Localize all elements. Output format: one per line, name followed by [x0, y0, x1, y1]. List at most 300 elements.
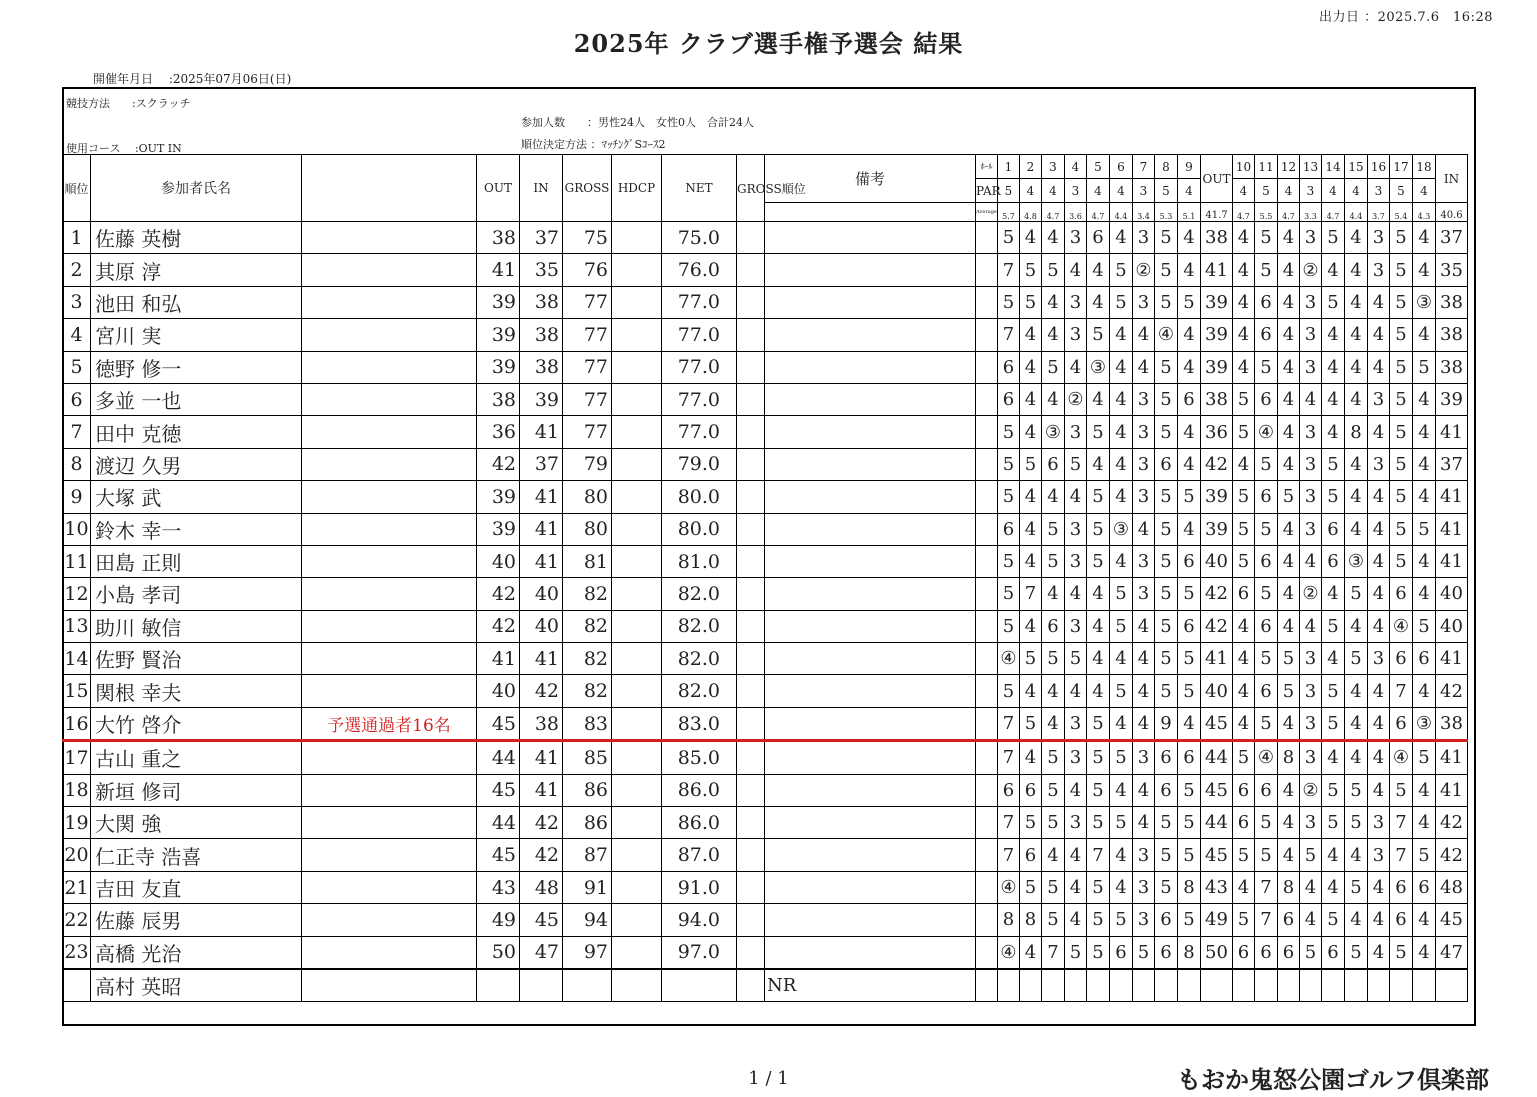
hole-score: 5 [1390, 513, 1413, 545]
hole-score: ③ [1345, 545, 1368, 577]
player-gross: 76 [563, 254, 612, 286]
player-net: 86.0 [662, 807, 737, 839]
player-gross: 77 [563, 383, 612, 415]
in-total-header: IN [1436, 155, 1468, 203]
hole-score: 5 [1233, 481, 1255, 513]
hole-number: 7 [1133, 155, 1155, 179]
player-note [302, 254, 477, 286]
player-note [302, 741, 477, 774]
hole-score: 4 [1345, 319, 1368, 351]
hole-score: 6 [1087, 222, 1110, 254]
hole-score: 4 [1020, 351, 1042, 383]
hole-score: 4 [1368, 481, 1390, 513]
hole-score: 4 [1368, 675, 1390, 707]
score-spacer [976, 254, 998, 286]
hole-score: 4 [1233, 448, 1255, 480]
player-remarks [765, 286, 976, 318]
player-rank: 19 [63, 807, 91, 839]
hole-score: 5 [1178, 839, 1201, 871]
player-remarks [765, 578, 976, 610]
player-in: 42 [520, 839, 563, 871]
hole-score: 4 [1278, 319, 1300, 351]
club-name: もおか鬼怒公園ゴルフ倶楽部 [1177, 1066, 1489, 1094]
hole-score: 5 [1042, 513, 1065, 545]
hole-score: 3 [1065, 807, 1087, 839]
hole-score: 4 [1368, 513, 1390, 545]
hole-score: ④ [1255, 741, 1278, 774]
player-hdcp [612, 871, 662, 903]
hole-score: 5 [1413, 741, 1436, 774]
hole-score: 5 [1322, 610, 1345, 642]
hole-score: 5 [1390, 481, 1413, 513]
hole-score: 4 [1278, 254, 1300, 286]
player-remarks [765, 904, 976, 936]
hole-score: 7 [998, 741, 1020, 774]
player-row [63, 610, 1468, 642]
hole-score [1390, 969, 1413, 1002]
hole-score [1322, 969, 1345, 1002]
player-hdcp [612, 448, 662, 480]
hole-score: 5 [1233, 416, 1255, 448]
player-name: 宮川 実 [91, 319, 302, 351]
player-name: 新垣 修司 [91, 774, 302, 806]
player-gross: 79 [563, 448, 612, 480]
hole-par: 5 [1390, 179, 1413, 203]
player-net: 91.0 [662, 871, 737, 903]
hole-score [1133, 969, 1155, 1002]
player-in: 38 [520, 319, 563, 351]
player-out: 40 [477, 545, 520, 577]
hole-score: 4 [1065, 675, 1087, 707]
player-remarks [765, 707, 976, 740]
hole-score: 5 [1322, 707, 1345, 740]
col-gross: GROSS [563, 155, 612, 222]
player-in: 41 [520, 545, 563, 577]
hole-number: 2 [1020, 155, 1042, 179]
player-in-total: 38 [1436, 351, 1468, 383]
hole-score: 6 [1042, 448, 1065, 480]
hole-score: 5 [1300, 936, 1322, 969]
score-spacer [976, 578, 998, 610]
hole-score: 5 [1155, 545, 1178, 577]
hole-score: 4 [1042, 675, 1065, 707]
player-hdcp [612, 707, 662, 740]
hole-score: 5 [1155, 286, 1178, 318]
hole-score: 4 [1368, 416, 1390, 448]
score-spacer [976, 741, 998, 774]
hole-score [1345, 969, 1368, 1002]
hole-score: 3 [1065, 286, 1087, 318]
hole-score: 5 [1255, 222, 1278, 254]
player-gross-rank [737, 481, 765, 513]
player-gross-rank [737, 936, 765, 969]
player-gross: 77 [563, 286, 612, 318]
hole-score: 5 [1087, 904, 1110, 936]
hole-score: 4 [1110, 481, 1133, 513]
score-spacer [976, 286, 998, 318]
results-table [62, 154, 1468, 1002]
hole-score: 4 [1233, 871, 1255, 903]
player-rank: 8 [63, 448, 91, 480]
player-hdcp [612, 351, 662, 383]
player-net: 75.0 [662, 222, 737, 254]
player-in: 41 [520, 774, 563, 806]
hole-score: 4 [1368, 286, 1390, 318]
hole-score: 5 [1345, 807, 1368, 839]
hole-score: 6 [998, 774, 1020, 806]
player-rank: 18 [63, 774, 91, 806]
hole-score: 5 [1233, 383, 1255, 415]
hole-score: 6 [1155, 774, 1178, 806]
hole-number: 4 [1065, 155, 1087, 179]
player-gross-rank [737, 513, 765, 545]
player-gross: 86 [563, 807, 612, 839]
player-gross: 82 [563, 578, 612, 610]
hole-score [1065, 969, 1087, 1002]
hole-score: 5 [1278, 481, 1300, 513]
hole-score: 5 [1322, 286, 1345, 318]
score-spacer [976, 383, 998, 415]
hole-score: 3 [1065, 545, 1087, 577]
hole-score: 4 [1368, 351, 1390, 383]
hole-average: 4.7 [1278, 203, 1300, 222]
hole-score: 5 [1155, 513, 1178, 545]
hole-score: 4 [1042, 839, 1065, 871]
player-hdcp [612, 254, 662, 286]
player-remarks [765, 839, 976, 871]
hole-score: 5 [1178, 578, 1201, 610]
hole-score: 4 [1133, 774, 1155, 806]
player-gross: 80 [563, 513, 612, 545]
hole-par: 3 [1300, 179, 1322, 203]
hole-score: 5 [1390, 351, 1413, 383]
hole-score: 3 [1300, 675, 1322, 707]
hole-score: 6 [1233, 936, 1255, 969]
hole-score: 4 [1110, 545, 1133, 577]
hole-score: 3 [1300, 481, 1322, 513]
hole-score: 3 [1300, 513, 1322, 545]
hole-average: 4.7 [1087, 203, 1110, 222]
hole-score: 4 [1345, 481, 1368, 513]
hole-score: 4 [1065, 839, 1087, 871]
hole-score: 3 [1133, 448, 1155, 480]
hole-score: ④ [998, 871, 1020, 903]
hole-score: 5 [1087, 416, 1110, 448]
player-note [302, 610, 477, 642]
hole-score: 4 [1345, 675, 1368, 707]
hole-score: 4 [1278, 383, 1300, 415]
player-net: 82.0 [662, 643, 737, 675]
player-hdcp [612, 286, 662, 318]
hole-score: 6 [1322, 545, 1345, 577]
hole-score: 5 [1413, 610, 1436, 642]
player-hdcp [612, 481, 662, 513]
hole-score: 4 [1042, 383, 1065, 415]
hole-score: 5 [1155, 839, 1178, 871]
hole-score: 4 [1278, 416, 1300, 448]
cut-line-label: 予選通過者16名 [302, 707, 477, 740]
hole-number: 17 [1390, 155, 1413, 179]
hole-score: 6 [1255, 383, 1278, 415]
page-title: 2025年 クラブ選手権予選会 結果 [573, 29, 964, 58]
hole-score: 5 [1178, 807, 1201, 839]
player-remarks [765, 643, 976, 675]
player-gross-rank [737, 707, 765, 740]
hole-score: 5 [1020, 807, 1042, 839]
hole-score [1233, 969, 1255, 1002]
player-remarks [765, 741, 976, 774]
hole-score: 6 [1278, 936, 1300, 969]
in-average: 40.6 [1436, 203, 1468, 222]
rank-method: 順位決定方法 ：ﾏｯﾁﾝｸﾞSｺｰｽ2 [521, 138, 666, 151]
hole-score: 3 [1065, 513, 1087, 545]
player-gross-rank [737, 254, 765, 286]
hole-score: 5 [1233, 904, 1255, 936]
hole-score: 5 [998, 481, 1020, 513]
header-row-holes [63, 155, 1468, 179]
participant-count: 参加人数 ：男性24人 女性0人 合計24人 [521, 116, 754, 129]
hole-score: 4 [1413, 254, 1436, 286]
player-out: 42 [477, 610, 520, 642]
hole-score: 5 [1233, 545, 1255, 577]
hole-score: 4 [1133, 610, 1155, 642]
hole-score: 4 [1345, 351, 1368, 383]
player-out: 39 [477, 351, 520, 383]
player-out-total: 40 [1201, 545, 1233, 577]
player-hdcp [612, 222, 662, 254]
player-hdcp [612, 904, 662, 936]
hole-score: 4 [1178, 254, 1201, 286]
player-remarks [765, 545, 976, 577]
hole-score: 5 [1178, 904, 1201, 936]
hole-score: 4 [1368, 578, 1390, 610]
player-gross: 81 [563, 545, 612, 577]
hole-score: 5 [1110, 675, 1133, 707]
score-spacer [976, 610, 998, 642]
hole-par: 3 [1065, 179, 1087, 203]
player-in-total: 38 [1436, 707, 1468, 740]
hole-score: 7 [1087, 839, 1110, 871]
hole-score: 4 [1233, 286, 1255, 318]
player-in: 40 [520, 578, 563, 610]
hole-score: 4 [1278, 774, 1300, 806]
player-gross-rank [737, 839, 765, 871]
player-rank: 7 [63, 416, 91, 448]
hole-score: 4 [1133, 675, 1155, 707]
score-spacer [976, 222, 998, 254]
hole-average: 3.3 [1300, 203, 1322, 222]
hole-score: 5 [1020, 707, 1042, 740]
score-spacer [976, 643, 998, 675]
hole-average: 4.4 [1345, 203, 1368, 222]
hole-score: 4 [1233, 222, 1255, 254]
score-spacer [976, 481, 998, 513]
player-row [63, 643, 1468, 675]
hole-score: 4 [1368, 741, 1390, 774]
hole-score: 4 [1300, 383, 1322, 415]
hole-score: 4 [1042, 222, 1065, 254]
hole-score: 9 [1155, 707, 1178, 740]
player-out: 42 [477, 578, 520, 610]
player-note [302, 319, 477, 351]
hole-score: 4 [1020, 741, 1042, 774]
hole-number: 15 [1345, 155, 1368, 179]
hole-score: 6 [1278, 904, 1300, 936]
hole-score: 5 [1042, 774, 1065, 806]
player-in-total: 41 [1436, 513, 1468, 545]
col-hdcp: HDCP [612, 155, 662, 222]
hole-score: 4 [1345, 254, 1368, 286]
player-out: 49 [477, 904, 520, 936]
hole-score: 5 [1413, 839, 1436, 871]
player-hdcp [612, 839, 662, 871]
player-note [302, 774, 477, 806]
hole-score: 7 [1390, 839, 1413, 871]
player-row-nr [63, 969, 1468, 1002]
hole-score: 4 [1178, 351, 1201, 383]
player-in: 42 [520, 675, 563, 707]
hole-score: 4 [1413, 936, 1436, 969]
hole-score: 4 [1042, 286, 1065, 318]
player-net: 77.0 [662, 416, 737, 448]
hole-score: 6 [1390, 578, 1413, 610]
player-gross: 77 [563, 319, 612, 351]
player-out: 41 [477, 643, 520, 675]
hole-score: ④ [1255, 416, 1278, 448]
player-in: 38 [520, 286, 563, 318]
hole-score: 4 [1278, 610, 1300, 642]
hole-score: 5 [1178, 774, 1201, 806]
player-net: 80.0 [662, 481, 737, 513]
hole-score: 4 [1042, 319, 1065, 351]
col-in: IN [520, 155, 563, 222]
hole-score: 5 [1065, 448, 1087, 480]
hole-number: 11 [1255, 155, 1278, 179]
hole-score: 3 [1065, 416, 1087, 448]
hole-score: 4 [1110, 871, 1133, 903]
player-remarks [765, 351, 976, 383]
player-rank: 20 [63, 839, 91, 871]
hole-score: 5 [1042, 807, 1065, 839]
hole-score: 5 [1322, 448, 1345, 480]
hole-score: 5 [1178, 643, 1201, 675]
player-out: 43 [477, 871, 520, 903]
player-in: 38 [520, 707, 563, 740]
hole-score: ③ [1087, 351, 1110, 383]
hole-score [1255, 969, 1278, 1002]
player-gross: 94 [563, 904, 612, 936]
player-in: 41 [520, 481, 563, 513]
empty-cell [302, 969, 477, 1002]
hole-score: 3 [1300, 807, 1322, 839]
hole-score: 5 [1345, 578, 1368, 610]
hole-score: 6 [998, 383, 1020, 415]
player-in: 41 [520, 513, 563, 545]
hole-score: 4 [1278, 807, 1300, 839]
hole-number: 1 [998, 155, 1020, 179]
hole-score: 4 [1110, 416, 1133, 448]
hole-score: 4 [1345, 383, 1368, 415]
player-in-total: 37 [1436, 222, 1468, 254]
player-in-total: 41 [1436, 416, 1468, 448]
hole-score: 3 [1300, 351, 1322, 383]
player-rank: 22 [63, 904, 91, 936]
empty-cell [662, 969, 737, 1002]
player-net: 82.0 [662, 578, 737, 610]
hole-score: 5 [1110, 578, 1133, 610]
hole-score: 5 [1042, 643, 1065, 675]
hole-score: 4 [1278, 578, 1300, 610]
hole-score: 5 [998, 286, 1020, 318]
player-gross-rank [737, 643, 765, 675]
hole-score: 5 [1278, 643, 1300, 675]
hole-number: 10 [1233, 155, 1255, 179]
hole-score: 4 [1413, 481, 1436, 513]
hole-score: 3 [1133, 383, 1155, 415]
player-in-total: 40 [1436, 578, 1468, 610]
hole-score: 4 [1178, 707, 1201, 740]
hole-score: 4 [1178, 513, 1201, 545]
player-remarks [765, 254, 976, 286]
player-name: 大竹 啓介 [91, 707, 302, 740]
hole-score: 4 [1065, 578, 1087, 610]
hole-score: 5 [1087, 936, 1110, 969]
player-name: 古山 重之 [91, 741, 302, 774]
hole-average: 5.4 [1390, 203, 1413, 222]
player-out: 39 [477, 286, 520, 318]
hole-score: 5 [1178, 481, 1201, 513]
hole-par: 4 [1020, 179, 1042, 203]
hole-score: 4 [1110, 319, 1133, 351]
score-spacer [976, 351, 998, 383]
player-net: 81.0 [662, 545, 737, 577]
player-gross: 80 [563, 481, 612, 513]
hole-score [1436, 969, 1468, 1002]
empty-cell [737, 969, 765, 1002]
player-net: 94.0 [662, 904, 737, 936]
hole-score: 4 [1278, 707, 1300, 740]
hole-score: 4 [1178, 416, 1201, 448]
player-rank: 15 [63, 675, 91, 707]
hole-score: 5 [1155, 481, 1178, 513]
hole-score: 5 [1345, 643, 1368, 675]
hole-score: 5 [998, 675, 1020, 707]
player-out-total: 41 [1201, 643, 1233, 675]
hole-score: 5 [1322, 807, 1345, 839]
hole-score: 6 [1390, 707, 1413, 740]
player-net: 85.0 [662, 741, 737, 774]
player-remarks: NR [765, 969, 976, 1002]
hole-par: 4 [1233, 179, 1255, 203]
hole-score: 4 [1278, 448, 1300, 480]
player-gross-rank [737, 448, 765, 480]
hole-score: 4 [1178, 222, 1201, 254]
hole-score: 5 [1390, 416, 1413, 448]
hole-score: ③ [1042, 416, 1065, 448]
player-hdcp [612, 610, 662, 642]
hole-score: 4 [1345, 741, 1368, 774]
hole-score: 7 [1255, 871, 1278, 903]
player-in: 42 [520, 807, 563, 839]
player-name: 小島 孝司 [91, 578, 302, 610]
hole-score: 5 [1322, 222, 1345, 254]
player-rank: 12 [63, 578, 91, 610]
out-total-header: OUT [1201, 155, 1233, 203]
hole-score: 7 [1255, 904, 1278, 936]
hole-score: 4 [1020, 416, 1042, 448]
hole-score: 4 [1345, 222, 1368, 254]
hole-score: 5 [1390, 254, 1413, 286]
